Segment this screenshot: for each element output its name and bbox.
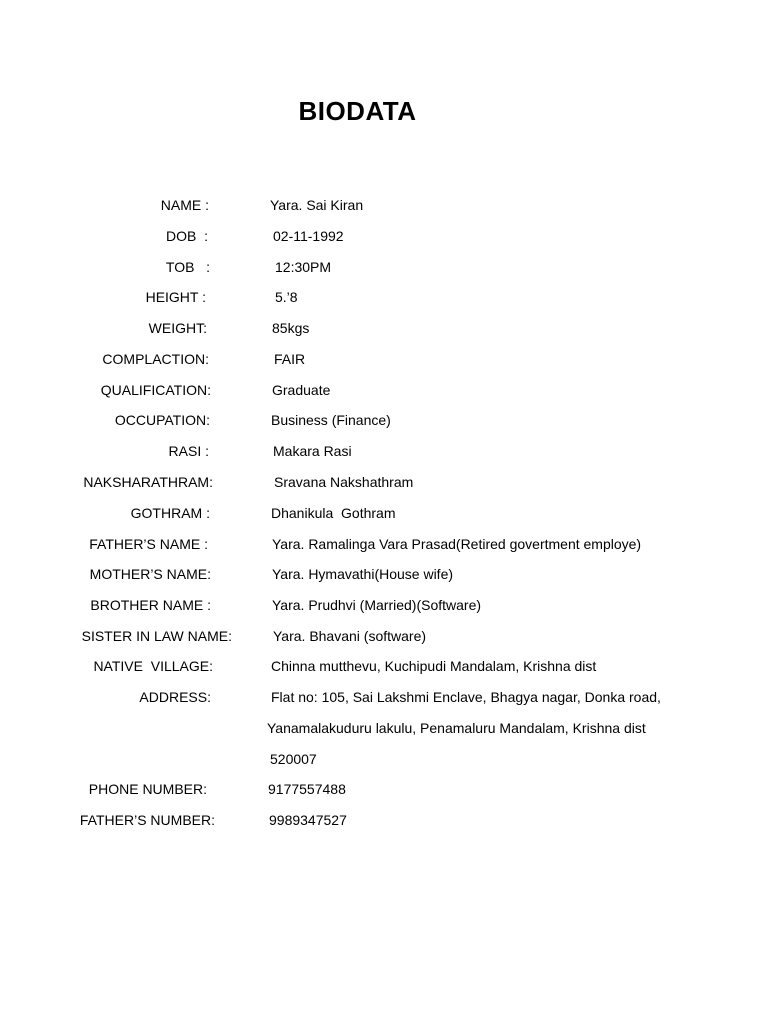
field-value: Graduate (272, 382, 331, 398)
field-label: FATHER’S NAME : (89, 536, 208, 552)
field-row-qualification (0, 378, 768, 402)
field-label: DOB : (165, 228, 208, 244)
field-label: NAKSHARATHRAM: (83, 474, 213, 490)
field-row-address (0, 685, 768, 709)
field-label: SISTER IN LAW NAME: (81, 628, 232, 644)
field-value: Sravana Nakshathram (274, 474, 414, 490)
field-label: BROTHER NAME : (90, 597, 211, 613)
field-label: OCCUPATION: (114, 412, 210, 428)
field-row-native-village (0, 654, 768, 678)
address-line-3: 520007 (270, 751, 317, 767)
field-row-fathers-number (0, 808, 768, 832)
field-label: ADDRESS: (139, 689, 211, 705)
field-label: WEIGHT: (148, 320, 207, 336)
field-value: Business (Finance) (271, 412, 391, 428)
field-row-tob (0, 255, 768, 279)
field-row-dob (0, 224, 768, 248)
field-row-sister-in-law-name (0, 624, 768, 648)
field-label: FATHER’S NUMBER: (79, 812, 215, 828)
field-label: PHONE NUMBER: (88, 781, 207, 797)
page-title: BIODATA (298, 96, 417, 126)
field-row-complaction (0, 347, 768, 371)
field-value: 12:30PM (275, 259, 332, 275)
field-value: Yara. Ramalinga Vara Prasad(Retired govertment employe) (272, 536, 642, 552)
field-label: COMPLACTION: (102, 351, 209, 367)
field-value: 9177557488 (268, 781, 346, 797)
field-row-fathers-name (0, 532, 768, 556)
field-value: Yara. Bhavani (software) (273, 628, 427, 644)
field-row-brother-name (0, 593, 768, 617)
field-label: NAME : (160, 197, 209, 213)
field-value: Yara. Sai Kiran (270, 197, 364, 213)
field-value: 9989347527 (269, 812, 347, 828)
field-label: TOB : (165, 259, 210, 275)
address-line-2: Yanamalakuduru lakulu, Penamaluru Mandalam, Krishna dist (267, 720, 646, 736)
field-value: Yara. Prudhvi (Married)(Software) (272, 597, 482, 613)
field-row-weight (0, 316, 768, 340)
field-row-name (0, 193, 768, 217)
field-row-gothram (0, 501, 768, 525)
field-value: FAIR (274, 351, 306, 367)
field-row-rasi (0, 439, 768, 463)
field-label: RASI : (168, 443, 209, 459)
field-value: Chinna mutthevu, Kuchipudi Mandalam, Krishna dist (271, 658, 597, 674)
field-label: NATIVE VILLAGE: (93, 658, 213, 674)
field-row-height (0, 285, 768, 309)
field-label: MOTHER’S NAME: (89, 566, 211, 582)
field-value: Makara Rasi (273, 443, 352, 459)
field-value: Yara. Hymavathi(House wife) (272, 566, 454, 582)
field-row-occupation (0, 408, 768, 432)
field-label: GOTHRAM : (130, 505, 210, 521)
field-row-phone-number (0, 777, 768, 801)
field-label: QUALIFICATION: (100, 382, 211, 398)
field-row-naksharathram (0, 470, 768, 494)
field-label: HEIGHT : (145, 289, 206, 305)
field-value: Dhanikula Gothram (271, 505, 396, 521)
field-value: Flat no: 105, Sai Lakshmi Enclave, Bhagya nagar, Donka road, (271, 689, 661, 705)
field-value: 85kgs (272, 320, 310, 336)
field-row-mothers-name (0, 562, 768, 586)
field-value: 02-11-1992 (273, 228, 344, 244)
field-value: 5.’8 (275, 289, 298, 305)
